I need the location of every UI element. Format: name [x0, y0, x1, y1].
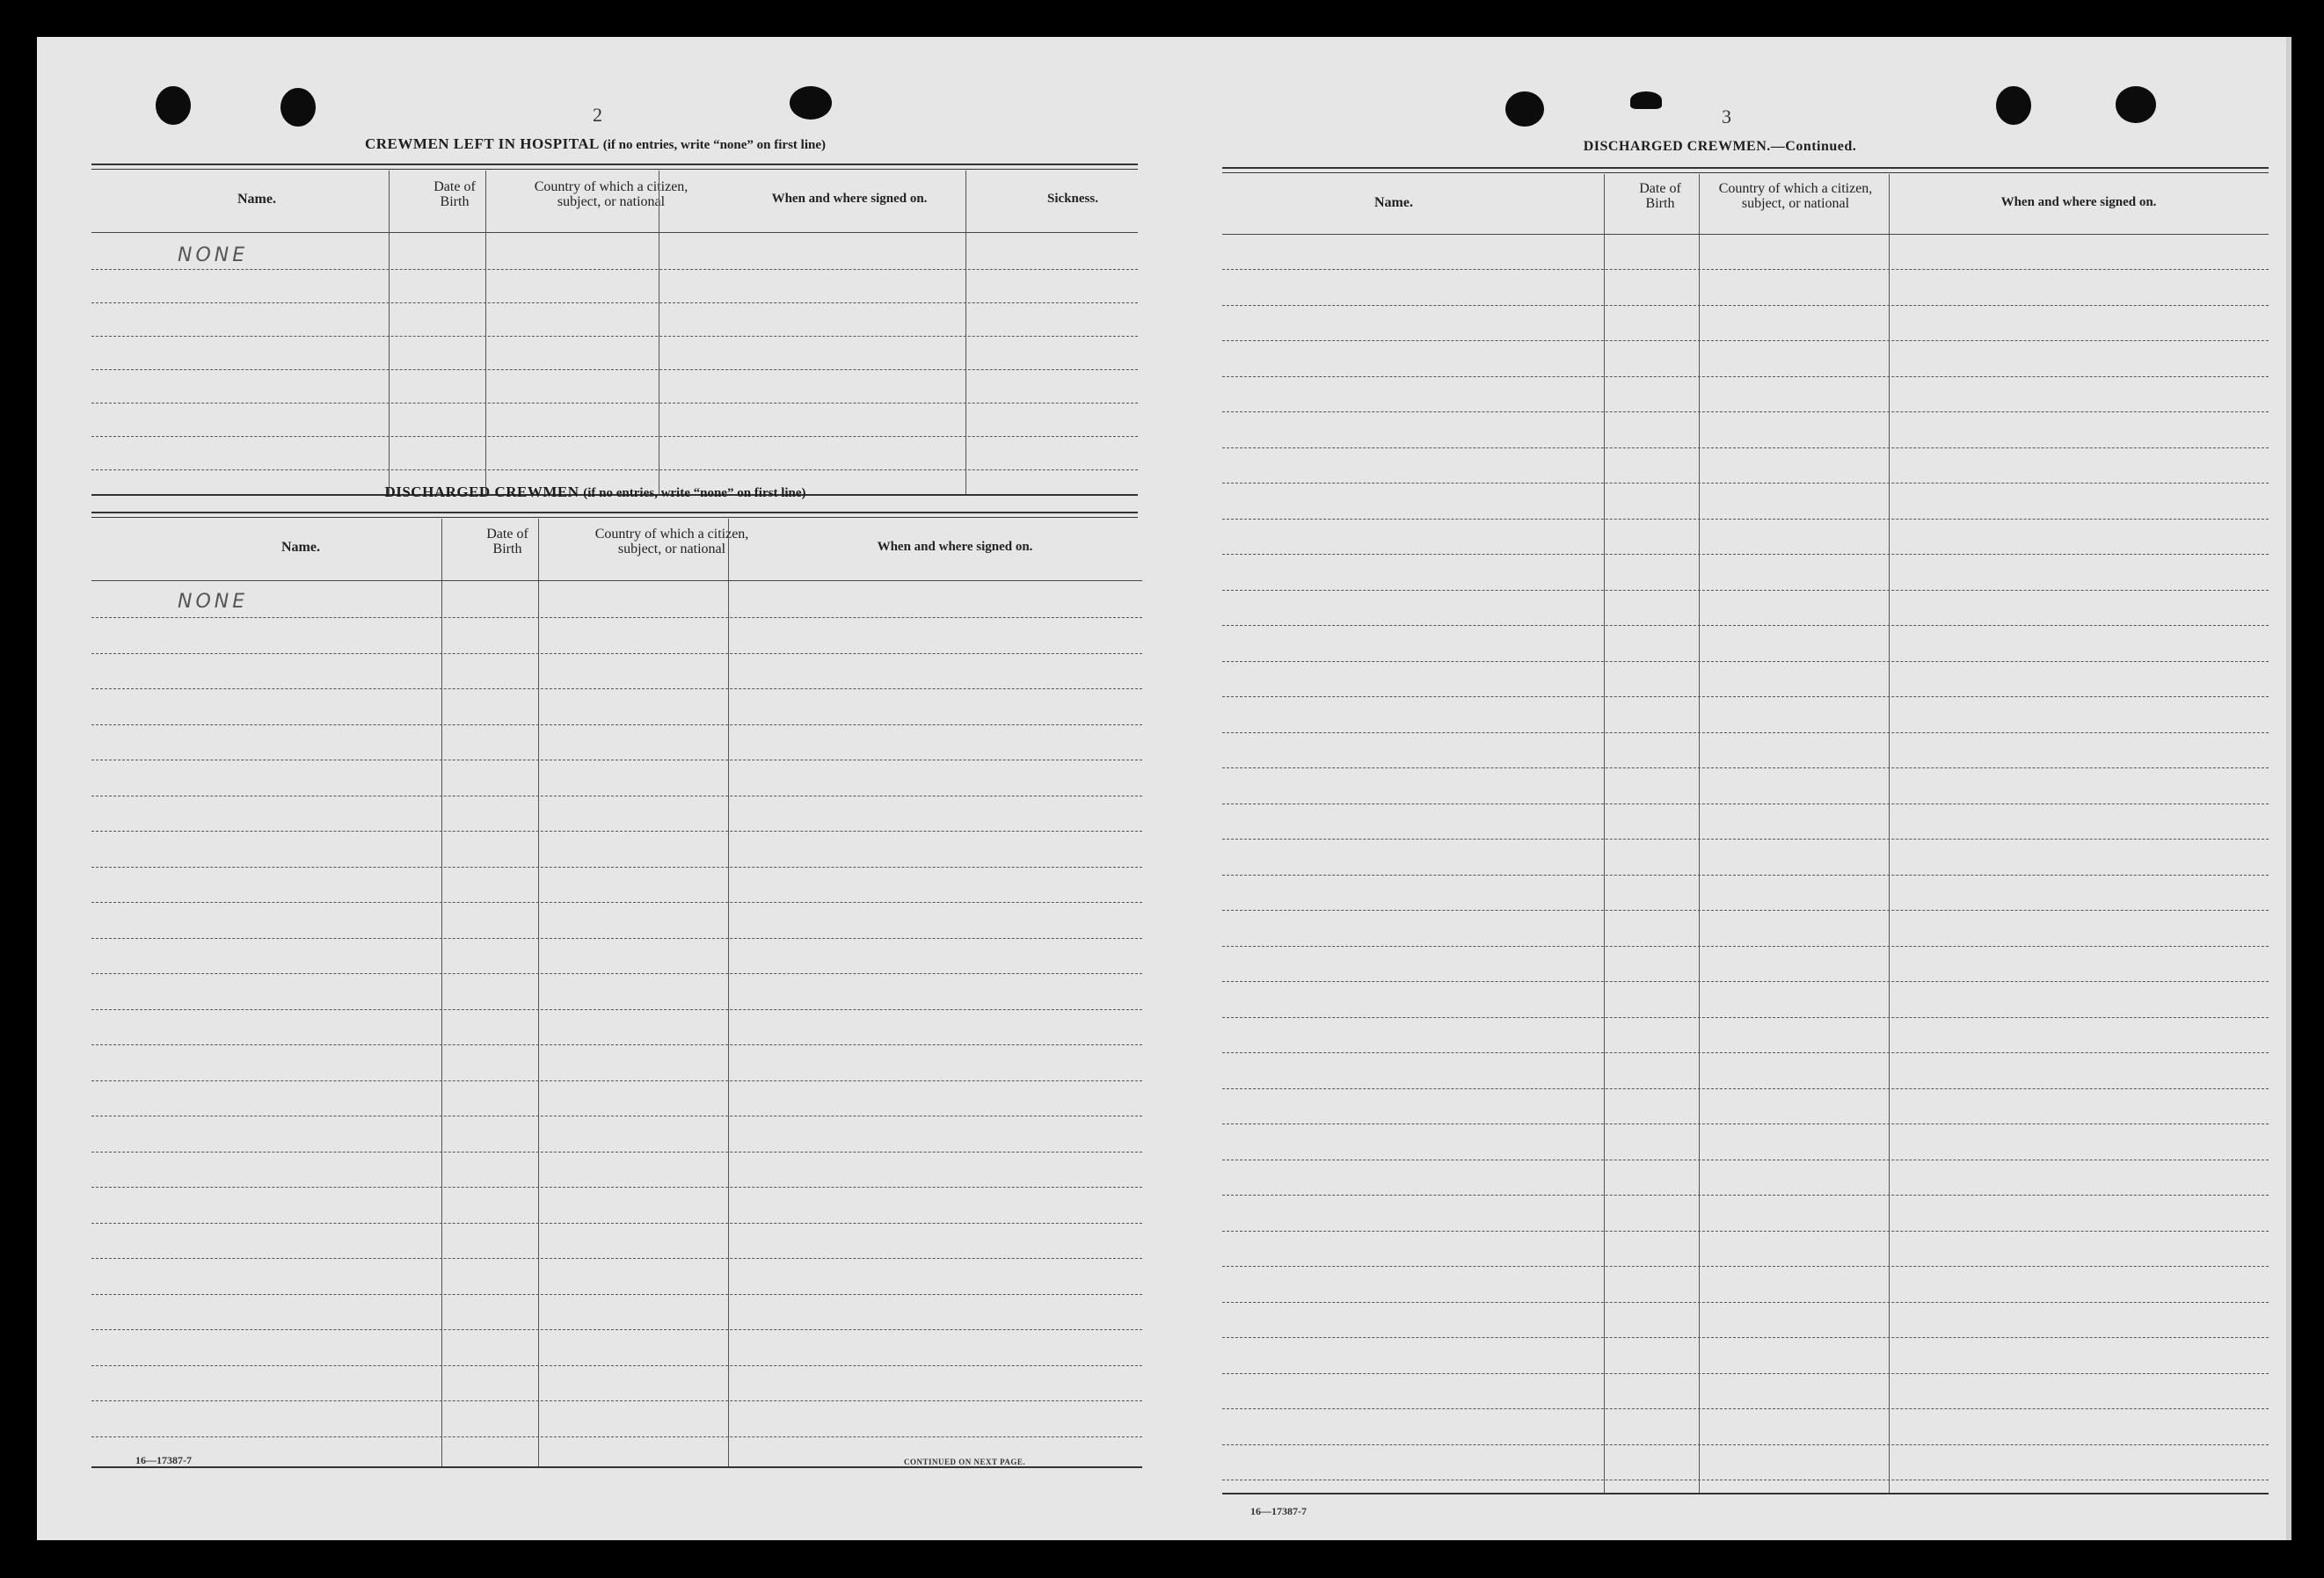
- ruled-line: [91, 269, 1138, 270]
- ruled-line: [1222, 340, 2269, 341]
- ruled-line: [91, 436, 1138, 437]
- ruled-line: [91, 1187, 1142, 1188]
- footer-form-code: 16—17387-7: [135, 1454, 192, 1466]
- ruled-line: [91, 653, 1142, 654]
- ruled-line: [91, 369, 1138, 370]
- hospital-section-title: [90, 135, 1101, 153]
- right-bottom-rule: [1222, 1493, 2269, 1494]
- right-divider: [1889, 174, 1890, 1493]
- ruled-line: [91, 302, 1138, 303]
- discharged-continued-title: DISCHARGED CREWMEN.—Continued.: [1583, 139, 1857, 154]
- hospital-col-signed-on: When and where signed on.: [771, 192, 928, 206]
- ruled-line: [91, 1365, 1142, 1366]
- ruled-line: [1222, 1408, 2269, 1409]
- right-col-dob-text: Date of Birth: [1639, 181, 1681, 211]
- ruled-line: [91, 1009, 1142, 1010]
- discharged-title-note: (if no entries, write “none” on first line): [583, 486, 806, 500]
- ruled-line: [91, 1223, 1142, 1224]
- right-divider: [1604, 174, 1605, 1493]
- hospital-col-dob: [389, 179, 521, 209]
- right-top-rule: [1222, 167, 2269, 173]
- ruled-line: [1222, 554, 2269, 555]
- hospital-col-country: [523, 179, 699, 209]
- ruled-line: [1222, 590, 2269, 591]
- ruled-line: [1222, 946, 2269, 947]
- discharged-divider: [728, 519, 729, 1468]
- ruled-line: [91, 469, 1138, 470]
- ruled-line: [1222, 839, 2269, 840]
- ruled-line: [91, 403, 1138, 404]
- ruled-line: [1222, 1017, 2269, 1018]
- ruled-line: [1222, 1337, 2269, 1338]
- hospital-col-sickness: Sickness.: [1047, 192, 1098, 206]
- discharged-bottom-rule: [91, 1466, 1142, 1468]
- ruled-line: [1222, 305, 2269, 306]
- ruled-line: [1222, 1302, 2269, 1303]
- right-col-signed-on: When and where signed on.: [2000, 195, 2157, 209]
- ruled-line: [91, 1400, 1142, 1401]
- ruled-line: [1222, 483, 2269, 484]
- ruled-line: [91, 1258, 1142, 1259]
- hospital-divider: [389, 171, 390, 494]
- discharged-col-country-text: Country of which a citizen, subject, or national: [594, 527, 749, 556]
- ruled-line: [1222, 1088, 2269, 1089]
- ruled-line: [91, 1080, 1142, 1081]
- ruled-line: [1222, 1444, 2269, 1445]
- hospital-col-country-text: Country of which a citizen, subject, or national: [534, 179, 688, 209]
- ruled-line: [1222, 910, 2269, 911]
- hospital-entry-handwritten: NONE: [178, 244, 249, 266]
- ruled-line: [91, 867, 1142, 868]
- ruled-line: [91, 1329, 1142, 1330]
- discharged-col-name: Name.: [281, 540, 320, 555]
- discharged-col-signed-on: When and where signed on.: [877, 540, 1033, 554]
- right-col-name: Name.: [1374, 195, 1413, 210]
- hospital-col-name: Name.: [237, 192, 276, 207]
- right-divider: [1699, 174, 1700, 1493]
- hospital-title-text: CREWMEN LEFT IN HOSPITAL: [365, 135, 599, 152]
- discharged-entry-handwritten: NONE: [178, 591, 249, 613]
- hospital-divider: [485, 171, 486, 494]
- ruled-line: [91, 973, 1142, 974]
- ruled-line: [1222, 1266, 2269, 1267]
- ruled-line: [91, 902, 1142, 903]
- right-col-country-text: Country of which a citizen, subject, or national: [1718, 181, 1873, 211]
- right-header-rule: [1222, 234, 2269, 235]
- ruled-line: [91, 617, 1142, 618]
- ruled-line: [91, 688, 1142, 689]
- ruled-line: [91, 831, 1142, 832]
- ruled-line: [91, 938, 1142, 939]
- left-page: [37, 37, 1145, 1540]
- hospital-title-note: (if no entries, write “none” on first line): [602, 138, 826, 152]
- ruled-line: [1222, 376, 2269, 377]
- discharged-col-country: [575, 527, 769, 556]
- discharged-header-rule: [91, 580, 1142, 581]
- discharged-top-rule: [91, 512, 1138, 518]
- discharged-title-text: DISCHARGED CREWMEN: [384, 484, 579, 500]
- ruled-line: [1222, 269, 2269, 270]
- ruled-line: [1222, 981, 2269, 982]
- right-page: [1171, 37, 2286, 1540]
- ruled-line: [91, 336, 1138, 337]
- page-edge: [2286, 37, 2291, 1540]
- right-col-country: [1699, 181, 1892, 211]
- ruled-line: [1222, 1373, 2269, 1374]
- ruled-line: [1222, 411, 2269, 412]
- ruled-line: [1222, 1195, 2269, 1196]
- ruled-line: [1222, 1052, 2269, 1053]
- ruled-line: [1222, 625, 2269, 626]
- discharged-section-title: [90, 484, 1101, 501]
- page-number: 3: [1722, 105, 1731, 127]
- ruled-line: [91, 724, 1142, 725]
- ruled-line: [1222, 447, 2269, 448]
- ruled-line: [1222, 1231, 2269, 1232]
- footer-continued: CONTINUED ON NEXT PAGE.: [904, 1458, 1026, 1466]
- ruled-line: [1222, 519, 2269, 520]
- discharged-divider: [538, 519, 539, 1468]
- ruled-line: [1222, 661, 2269, 662]
- hospital-divider: [965, 171, 966, 494]
- footer-form-code: 16—17387-7: [1250, 1505, 1307, 1517]
- right-col-dob: [1607, 181, 1713, 211]
- discharged-col-dob-text: Date of Birth: [486, 527, 528, 556]
- ruled-line: [1222, 696, 2269, 697]
- hospital-header-rule: [91, 232, 1138, 233]
- page-number: 2: [593, 104, 602, 126]
- ruled-line: [91, 1294, 1142, 1295]
- discharged-col-dob: [441, 527, 573, 556]
- ruled-line: [91, 1044, 1142, 1045]
- ruled-line: [1222, 732, 2269, 733]
- ruled-line: [91, 1152, 1142, 1153]
- discharged-divider: [441, 519, 442, 1468]
- ruled-line: [91, 1436, 1142, 1437]
- hospital-col-dob-text: Date of Birth: [433, 179, 476, 209]
- hospital-top-rule: [91, 164, 1138, 170]
- ruled-line: [1222, 767, 2269, 768]
- document-sheet: [37, 37, 2286, 1540]
- ruled-line: [1222, 875, 2269, 876]
